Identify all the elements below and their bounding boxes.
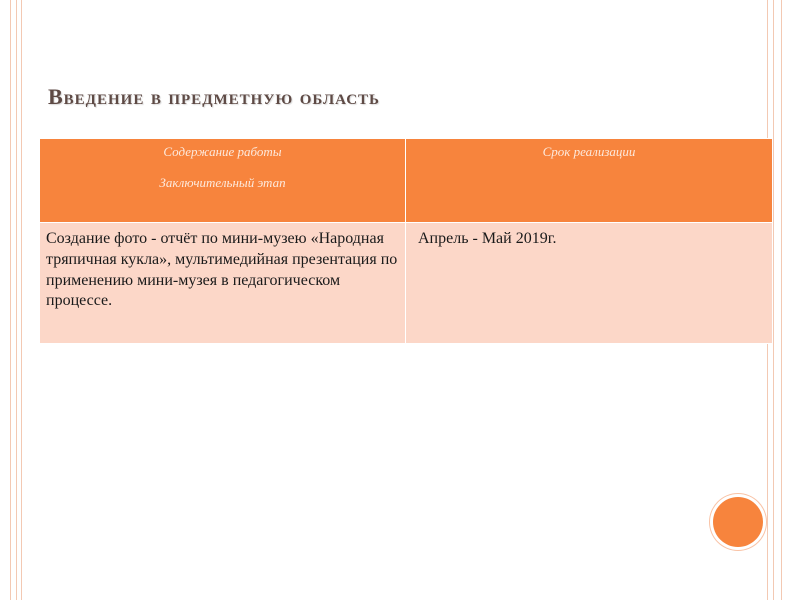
left-border-line-1 <box>10 0 11 600</box>
period-text: Апрель - Май 2019г. <box>418 230 557 247</box>
content-cell <box>40 223 406 344</box>
header-period-cell <box>406 139 773 223</box>
decorative-circle <box>713 497 763 547</box>
content-text: Создание фото - отчёт по мини-музею «Народная тряпичная кукла», мультимедийная презентация по применению мини-музея в педагогическом процессе. <box>46 230 398 310</box>
table-row <box>40 223 773 344</box>
header-content-cell <box>40 139 406 223</box>
left-border-line-2 <box>16 0 17 600</box>
period-cell <box>406 223 773 344</box>
table-header-row <box>40 139 773 223</box>
header-period-label: Срок реализации <box>542 144 636 159</box>
right-border-line-3 <box>781 0 782 600</box>
header-stage-label: Заключительный этап <box>159 175 286 190</box>
slide-title: Введение в предметную область <box>48 84 380 109</box>
left-border-line-3 <box>21 0 22 600</box>
right-border-line-2 <box>773 0 774 600</box>
header-content-label: Содержание работы <box>163 144 282 159</box>
work-plan-table <box>39 138 773 344</box>
